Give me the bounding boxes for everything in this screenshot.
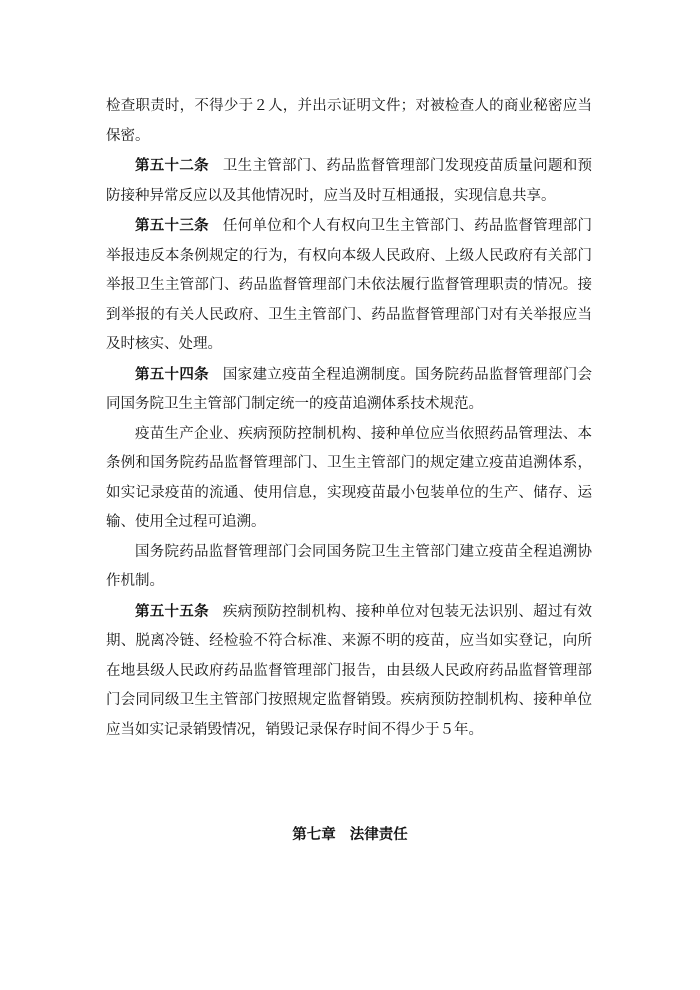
article-53-text: 任何单位和个人有权向卫生主管部门、药品监督管理部门举报违反本条例规定的行为，有权向本级人民政府、上级人民政府有关部门举报卫生主管部门、药品监督管理部门未依法履行监督管理职责的情况。接到举报的有关人民政府、卫生主管部门、药品监督管理部门对有关举报应当及时核实、处理。: [106, 218, 593, 352]
article-55: [106, 597, 592, 746]
article-54-paragraph-2: 疫苗生产企业、疾病预防控制机构、接种单位应当依照药品管理法、本条例和国务院药品监督管理部门、卫生主管部门的规定建立疫苗追溯体系，如实记录疫苗的流通、使用信息，实现疫苗最小包装单位的生产、储存、运输、使用全过程可追溯。: [106, 425, 592, 530]
chapter-heading: [0, 820, 700, 849]
article-52-number: 第五十二条: [135, 157, 209, 174]
article-52-text: 卫生主管部门、药品监督管理部门发现疫苗质量问题和预防接种异常反应以及其他情况时，应当及时互相通报，实现信息共享。: [106, 158, 593, 204]
article-54-number: 第五十四条: [135, 365, 209, 383]
document-body: [106, 92, 592, 745]
article-54: [106, 360, 592, 420]
article-55-text: 疾病预防控制机构、接种单位对包装无法识别、超过有效期、脱离冷链、经检验不符合标准、来源不明的疫苗，应当如实登记，向所在地县级人民政府药品监督管理部门报告，由县级人民政府药品监督管理部门会同同级卫生主管部门按照规定监督销毁。疾病预防控制机构、接种单位应当如实记录销毁情况，销毁记录保存时间不得少于５年。: [106, 603, 593, 738]
article-55-number: 第五十五条: [135, 602, 209, 620]
article-52: [106, 151, 592, 211]
article-53-number: 第五十三条: [135, 217, 209, 234]
continuation-paragraph: 检查职责时，不得少于２人，并出示证明文件；对被检查人的商业秘密应当保密。: [106, 98, 592, 144]
article-54-paragraph-3: 国务院药品监督管理部门会同国务院卫生主管部门建立疫苗全程追溯协作机制。: [106, 543, 592, 589]
chapter-number: 第七章: [292, 826, 336, 843]
article-54-text: 国家建立疫苗全程追溯制度。国务院药品监督管理部门会同国务院卫生主管部门制定统一的疫苗追溯体系技术规范。: [106, 366, 593, 412]
article-53: [106, 211, 592, 360]
chapter-title: 法律责任: [349, 826, 408, 843]
